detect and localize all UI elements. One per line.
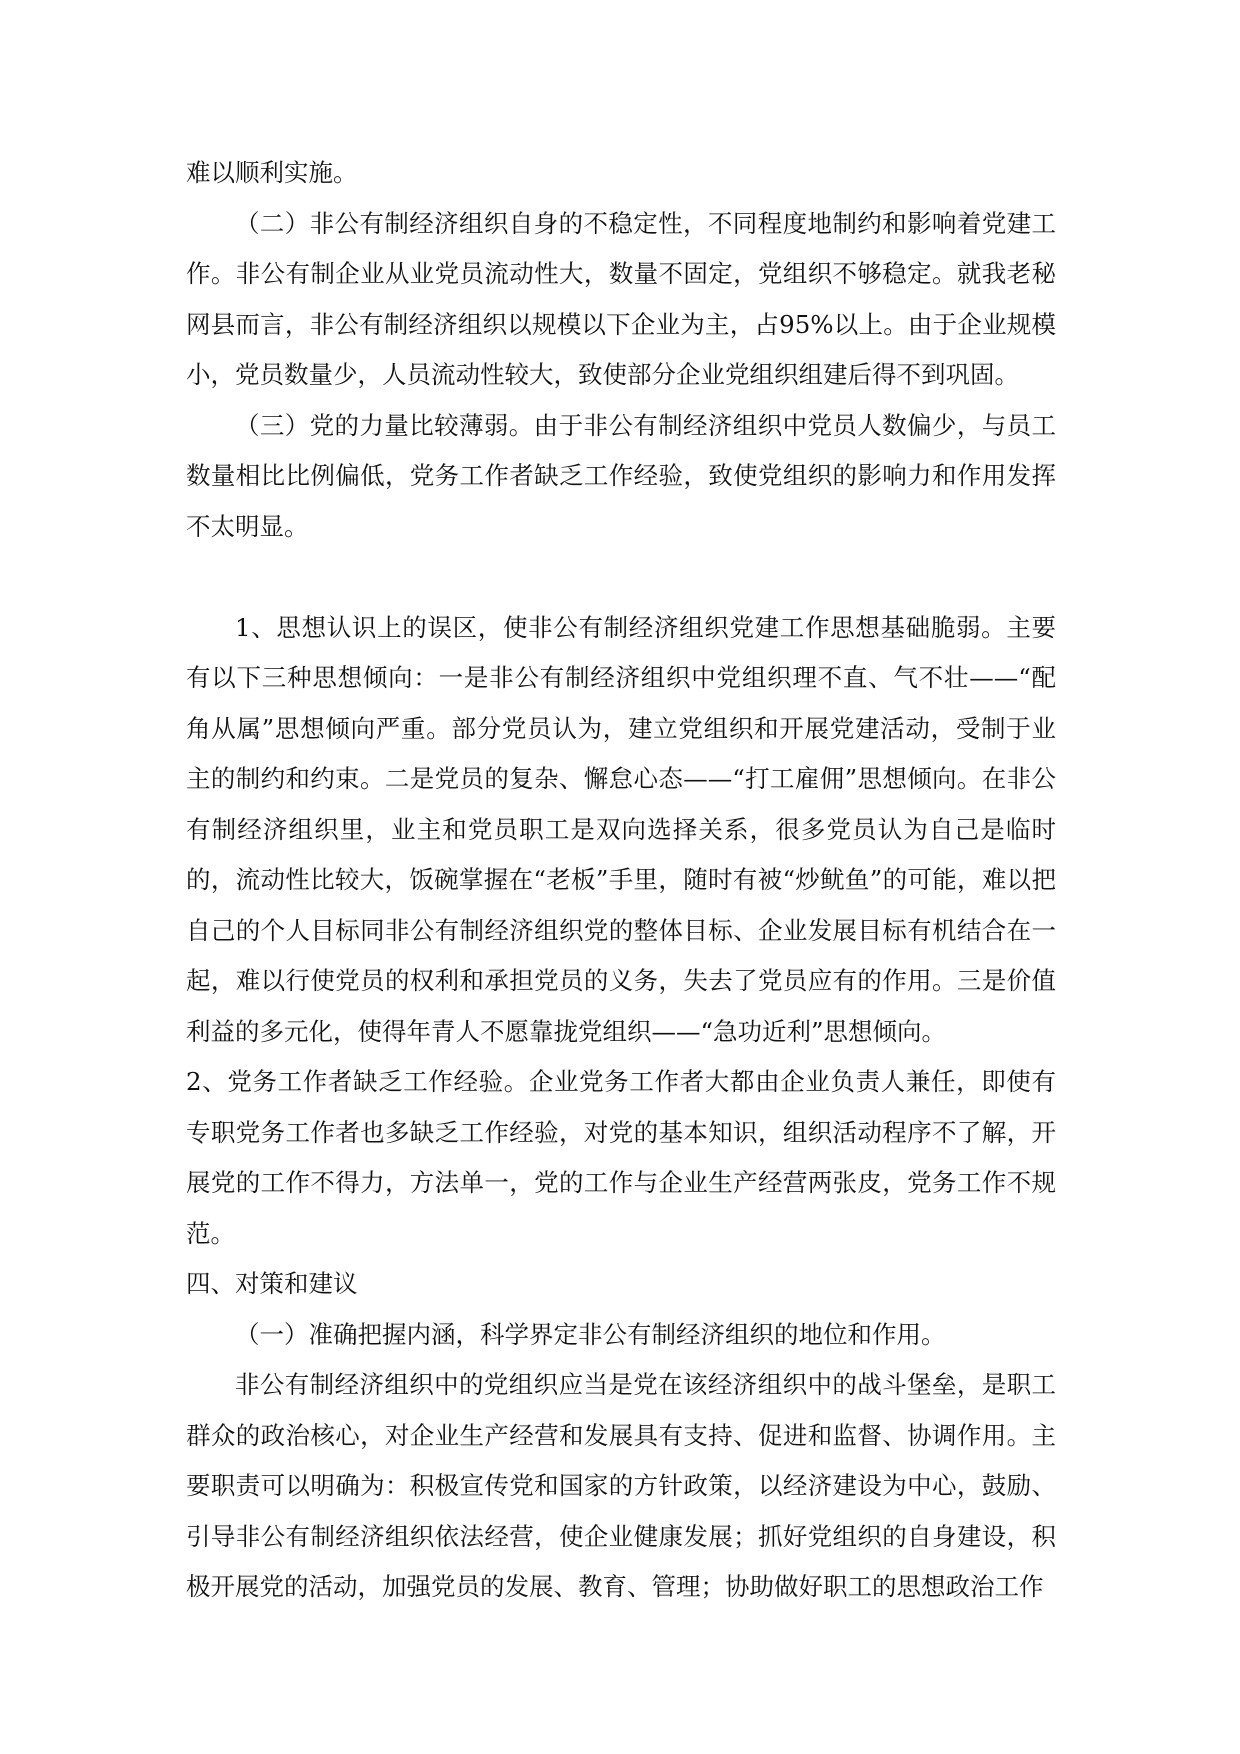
paragraph-continuation: 难以顺利实施。 xyxy=(186,158,358,187)
subheading-define-role: （一）准确把握内涵，科学界定非公有制经济组织的地位和作用。 xyxy=(235,1319,946,1349)
paragraph-misconceptions: 1、思想认识上的误区，使非公有制经济组织党建工作思想基础脆弱。主要有以下三种思想倾向：一是非公有制经济组织中党组织理不直、气不壮——“配角从属”思想倾向严重。部分党员认为，建立党组织和开展党建活动，受制于业主的制约和约束。二是党员的复杂、懈怠心态——“打工雇佣”思想倾向。在非公有制经济组织里，业主和党员职工是双向选择关系，很多党员认为自己是临时的，流动性比较大，饭碗掌握在“老板”手里，随时有被“炒鱿鱼”的可能，难以把自己的个人目标同非公有制经济组织党的整体目标、企业发展目标有机结合在一起，难以行使党员的权利和承担党员的义务，失去了党员应有的作用。三是价值利益的多元化，使得年青人不愿靠拢党组织——“急功近利”思想倾向。 xyxy=(186,612,1056,1046)
paragraph-weak-strength: （三）党的力量比较薄弱。由于非公有制经济组织中党员人数偏少，与员工数量相比比例偏低，党务工作者缺乏工作经验，致使党组织的影响力和作用发挥不太明显。 xyxy=(186,410,1056,541)
paragraph-instability: （二）非公有制经济组织自身的不稳定性，不同程度地制约和影响着党建工作。非公有制企业从业党员流动性大，数量不固定，党组织不够稳定。就我老秘网县而言，非公有制经济组织以规模以下企业为主，占95%以上。由于企业规模小，党员数量少，人员流动性较大，致使部分企业党组织组建后得不到巩固。 xyxy=(186,208,1056,389)
section-heading-countermeasures: 四、对策和建议 xyxy=(186,1269,358,1298)
blank-line xyxy=(186,552,1056,603)
paragraph-party-role: 非公有制经济组织中的党组织应当是党在该经济组织中的战斗堡垒，是职工群众的政治核心，对企业生产经营和发展具有支持、促进和监督、协调作用。主要职责可以明确为：积极宣传党和国家的方针政策，以经济建设为中心，鼓励、引导非公有制经济组织依法经营，使企业健康发展；抓好党组织的自身建设，积极开展党的活动，加强党员的发展、教育、管理；协助做好职工的思想政治工作 xyxy=(186,1370,1056,1601)
paragraph-lack-experience: 2、党务工作者缺乏工作经验。企业党务工作者大都由企业负责人兼任，即使有专职党务工作者也多缺乏工作经验，对党的基本知识，组织活动程序不了解，开展党的工作不得力，方法单一，党的工作与企业生产经营两张皮，党务工作不规范。 xyxy=(186,1067,1056,1248)
document-body xyxy=(186,148,1056,1613)
